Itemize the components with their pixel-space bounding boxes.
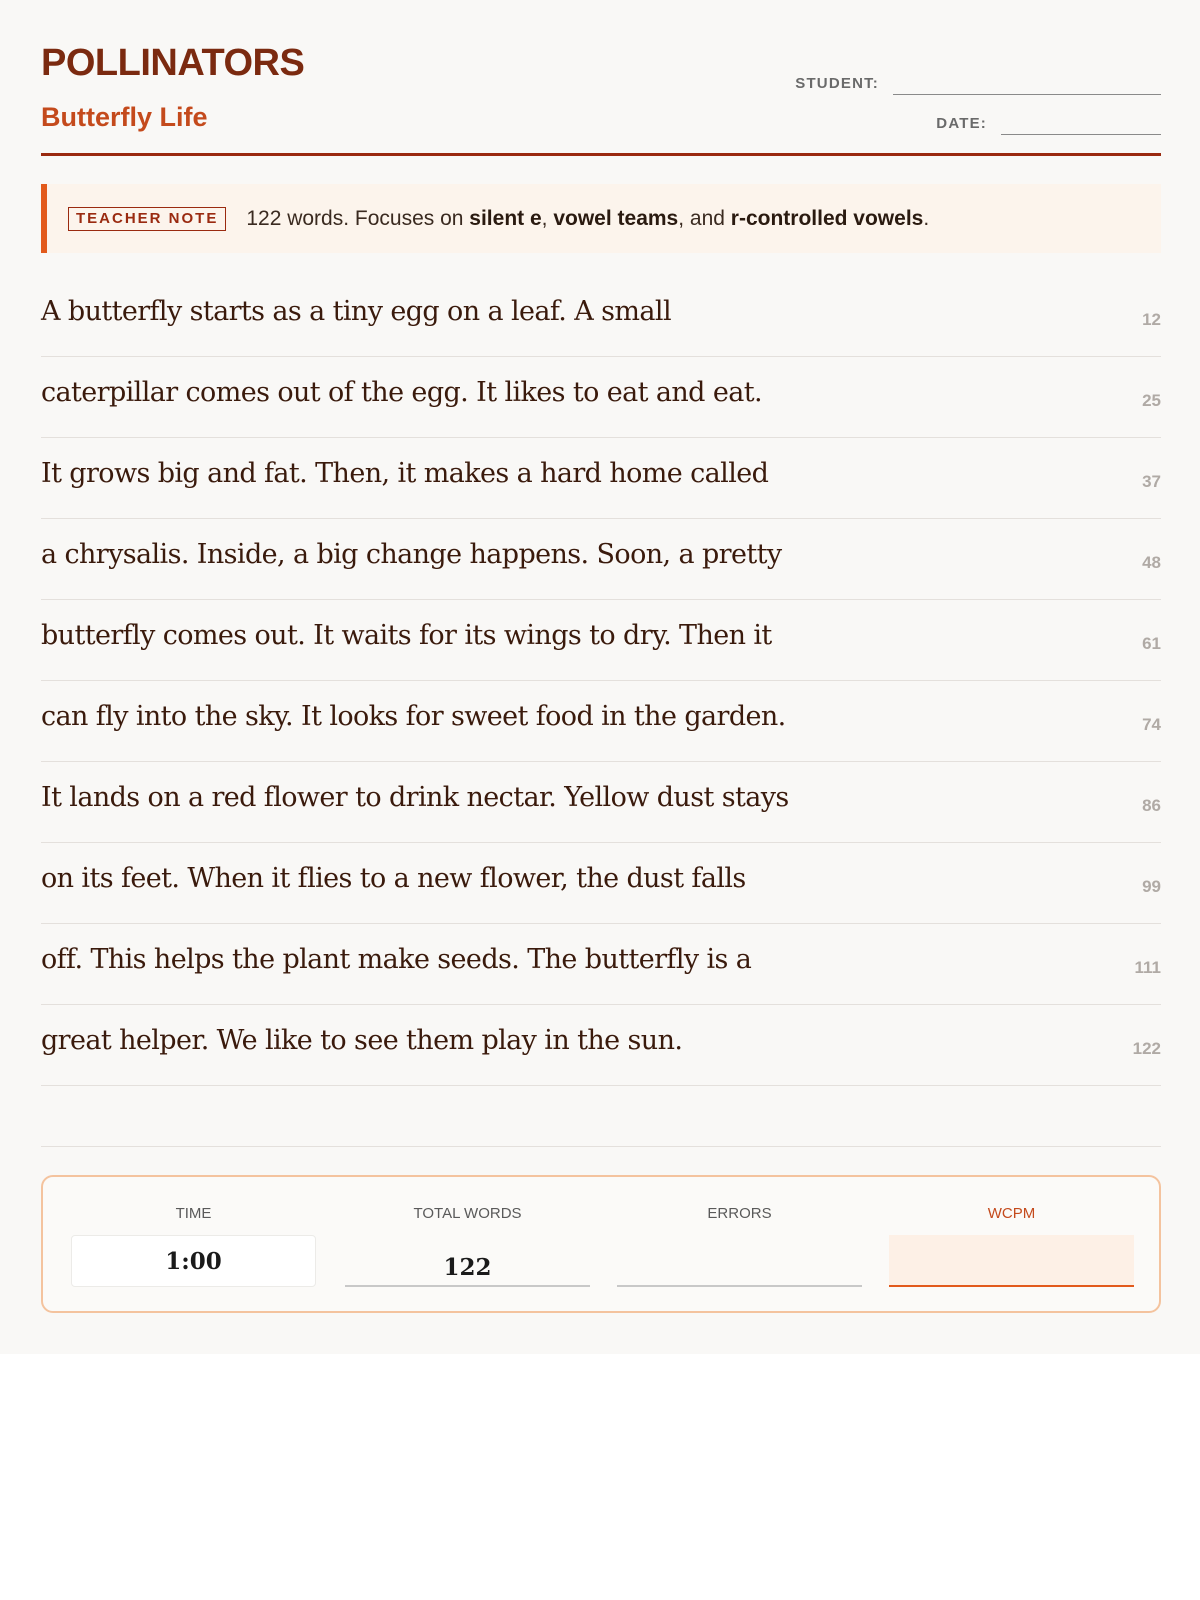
passage-line xyxy=(41,519,1161,600)
total-words-cell xyxy=(345,1205,590,1281)
passage-line xyxy=(41,600,1161,681)
word-count: 86 xyxy=(1142,796,1161,815)
note-text-part: , and xyxy=(678,206,731,230)
passage-line-text: A butterfly starts as a tiny egg on a leaf. A small xyxy=(41,296,671,327)
passage-line xyxy=(41,1005,1161,1086)
date-label: DATE: xyxy=(936,115,987,132)
word-count: 61 xyxy=(1142,634,1161,653)
student-field xyxy=(795,74,1161,95)
word-count: 37 xyxy=(1142,472,1161,491)
word-count: 48 xyxy=(1142,553,1161,572)
word-count: 25 xyxy=(1142,391,1161,410)
time-cell xyxy=(71,1205,316,1275)
word-count: 111 xyxy=(1134,958,1161,977)
word-count: 74 xyxy=(1142,715,1161,734)
passage-line xyxy=(41,843,1161,924)
student-input-line[interactable] xyxy=(893,74,1161,95)
passage-line-text: It grows big and fat. Then, it makes a hard home called xyxy=(41,458,769,489)
passage-line-text: off. This helps the plant make seeds. The butterfly is a xyxy=(41,944,752,975)
word-count: 122 xyxy=(1132,1039,1161,1058)
passage-line-text: butterfly comes out. It waits for its wings to dry. Then it xyxy=(41,620,772,651)
header xyxy=(41,42,1161,156)
errors-input[interactable] xyxy=(617,1235,862,1287)
page-title: POLLINATORS xyxy=(41,42,305,84)
passage-line-text: It lands on a red flower to drink nectar. Yellow dust stays xyxy=(41,782,789,813)
word-count: 99 xyxy=(1142,877,1161,896)
teacher-note-badge: TEACHER NOTE xyxy=(68,207,226,231)
wcpm-label: WCPM xyxy=(987,1205,1036,1222)
passage-line xyxy=(41,681,1161,762)
passage-line-text: on its feet. When it flies to a new flower, the dust falls xyxy=(41,863,746,894)
passage-line xyxy=(41,438,1161,519)
errors-cell xyxy=(617,1205,862,1223)
passage-line-text: great helper. We like to see them play in the sun. xyxy=(41,1025,683,1056)
note-term-r-controlled: r-controlled vowels xyxy=(730,206,924,230)
note-term-vowel-teams: vowel teams xyxy=(553,206,679,230)
total-words-value[interactable]: 122 xyxy=(345,1235,590,1287)
date-input-line[interactable] xyxy=(1001,114,1161,135)
passage-line xyxy=(41,357,1161,438)
time-label: TIME xyxy=(175,1205,212,1222)
reading-passage xyxy=(41,276,1161,1086)
section-divider xyxy=(41,1146,1161,1147)
total-words-label: TOTAL WORDS xyxy=(413,1205,522,1222)
student-label: STUDENT: xyxy=(795,75,879,92)
teacher-note xyxy=(41,184,1161,253)
note-text-part: , xyxy=(541,206,554,230)
date-field xyxy=(936,114,1161,135)
score-box xyxy=(41,1175,1161,1313)
wcpm-cell xyxy=(889,1205,1134,1223)
time-value[interactable]: 1:00 xyxy=(71,1235,316,1287)
passage-line-text: caterpillar comes out of the egg. It likes to eat and eat. xyxy=(41,377,762,408)
note-term-silent-e: silent e xyxy=(469,206,542,230)
word-count: 12 xyxy=(1142,310,1161,329)
passage-line-text: a chrysalis. Inside, a big change happens. Soon, a pretty xyxy=(41,539,782,570)
page-subtitle: Butterfly Life xyxy=(41,102,208,132)
teacher-note-text xyxy=(246,207,929,231)
passage-line xyxy=(41,762,1161,843)
passage-line-text: can fly into the sky. It looks for sweet food in the garden. xyxy=(41,701,786,732)
errors-label: ERRORS xyxy=(707,1205,772,1222)
wcpm-input[interactable] xyxy=(889,1235,1134,1287)
passage-line xyxy=(41,924,1161,1005)
note-text-part: . xyxy=(923,206,930,230)
note-text-part: 122 words. Focuses on xyxy=(246,206,470,230)
passage-line xyxy=(41,276,1161,357)
